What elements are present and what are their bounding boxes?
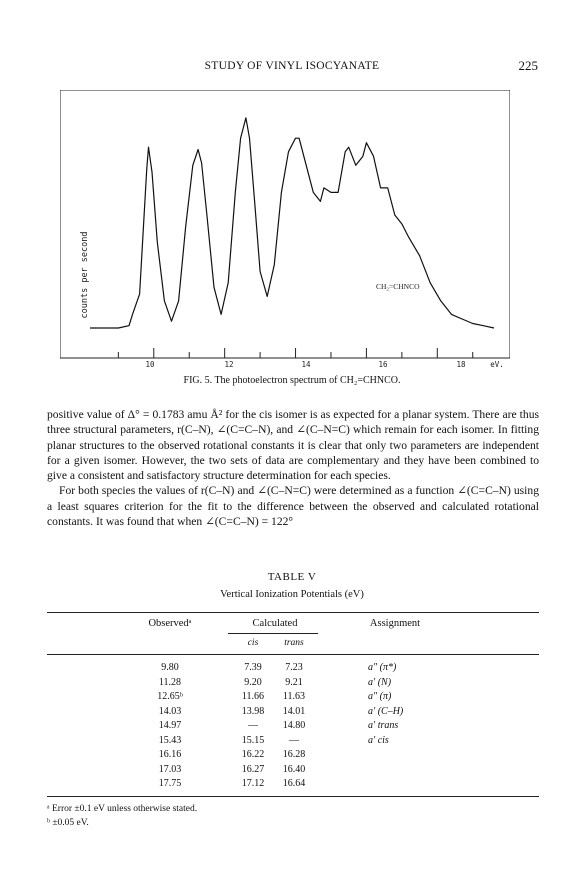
table-cell-trans: 14.01 [282, 705, 306, 717]
table-cell-assignment: a′ (N) [368, 676, 392, 688]
table-cell-observed: 14.97 [158, 720, 182, 731]
table-cell-assignment: a′ trans [368, 720, 399, 731]
table-cell-trans: 16.28 [282, 749, 306, 760]
table-cell-cis: 7.39 [244, 662, 262, 673]
x-tick-label-18: 18 [456, 360, 466, 369]
photoelectron-spectrum-figure [60, 90, 510, 370]
table-cell-cis: 16.22 [241, 749, 265, 760]
table-cell-assignment: a′ (C–H) [368, 705, 404, 717]
footnote-a: ᵃ Error ±0.1 eV unless otherwise stated. [47, 804, 198, 814]
paragraph-2: For both species the values of r(C–N) and ∠(C–N=C) were determined as a function ∠(C=C–N) using a least squares criterion for the fit to the difference between the observed and calculated rotational constants. It was found that when ∠(C=C–N) = 122° [47, 484, 539, 529]
y-axis-label: counts per second [80, 231, 90, 319]
table-cell-observed: 15.43 [158, 734, 182, 746]
running-title: STUDY OF VINYL ISOCYANATE [204, 60, 380, 72]
table-subtitle: Vertical Ionization Potentials (eV) [220, 589, 364, 600]
table-cell-trans: 9.21 [285, 676, 303, 688]
table-cell-trans: — [289, 734, 299, 746]
table-header-rule [47, 654, 539, 655]
figure-caption: FIG. 5. The photoelectron spectrum of CH₂=CHNCO. [183, 375, 401, 386]
table-cell-trans: 16.64 [282, 778, 306, 789]
table-cell-observed: 17.03 [158, 763, 182, 775]
table-cell-observed: 14.03 [158, 705, 182, 717]
plot-frame [60, 90, 510, 358]
x-tick-label-12: 12 [224, 360, 234, 369]
paragraph-1: positive value of Δ° = 0.1783 amu Å² for the cis isomer is as expected for a planar system. There are thus three structural parameters, r(C–N), ∠(C=C–N), and ∠(C–N=C) which remain for each isomer. In fitting planar structures to the observed rotational constants it is clear that only two parameters are independent for a given isomer. However, the two sets of data are complementary and they have been combined to give a consistent and satisfactory structure determination for each species. [47, 408, 539, 483]
table-cell-trans: 7.23 [285, 662, 303, 673]
x-unit-label: eV. [490, 360, 504, 369]
calculated-underline [228, 633, 318, 634]
table-top-rule [47, 612, 539, 613]
col-subheader-trans: trans [284, 638, 304, 648]
table-cell-observed: 17.75 [158, 778, 182, 789]
table-cell-cis: 15.15 [241, 734, 265, 746]
col-header-calculated: Calculated [252, 618, 298, 629]
table-cell-trans: 16.40 [282, 763, 306, 775]
col-header-observed: Observedᵃ [148, 618, 192, 629]
table-cell-observed: 16.16 [158, 749, 182, 760]
spectrum-series [90, 118, 494, 328]
table-cell-observed: 12.65ᵇ [157, 691, 183, 702]
table-cell-assignment: a″ (π) [368, 691, 392, 702]
table-cell-observed: 9.80 [161, 662, 179, 673]
table-cell-assignment: a′ cis [368, 734, 389, 746]
table-bottom-rule [47, 796, 539, 797]
table-cell-cis: 13.98 [241, 705, 265, 717]
table-cell-cis: 11.66 [241, 691, 265, 702]
col-header-assignment: Assignment [369, 618, 421, 629]
x-axis-ticks [118, 348, 472, 358]
table-title: TABLE V [267, 571, 317, 583]
table-cell-assignment: a″ (π*) [368, 662, 397, 673]
table-cell-cis: — [248, 720, 258, 731]
col-subheader-cis: cis [247, 638, 259, 648]
table-cell-trans: 14.80 [282, 720, 306, 731]
body-text [47, 407, 539, 529]
table-cell-trans: 11.63 [282, 691, 306, 702]
table-cell-cis: 17.12 [241, 778, 265, 789]
x-tick-label-10: 10 [145, 360, 155, 369]
table-cell-cis: 9.20 [244, 676, 262, 688]
x-tick-label-14: 14 [301, 360, 311, 369]
page-number: 225 [518, 58, 538, 73]
spectrum-line [90, 118, 494, 328]
x-tick-label-16: 16 [378, 360, 388, 369]
table-cell-observed: 11.28 [158, 676, 182, 688]
footnote-b: ᵇ ±0.05 eV. [47, 818, 89, 828]
table-cell-cis: 16.27 [241, 763, 265, 775]
molecule-label: CH₂=CHNCO [376, 282, 420, 291]
